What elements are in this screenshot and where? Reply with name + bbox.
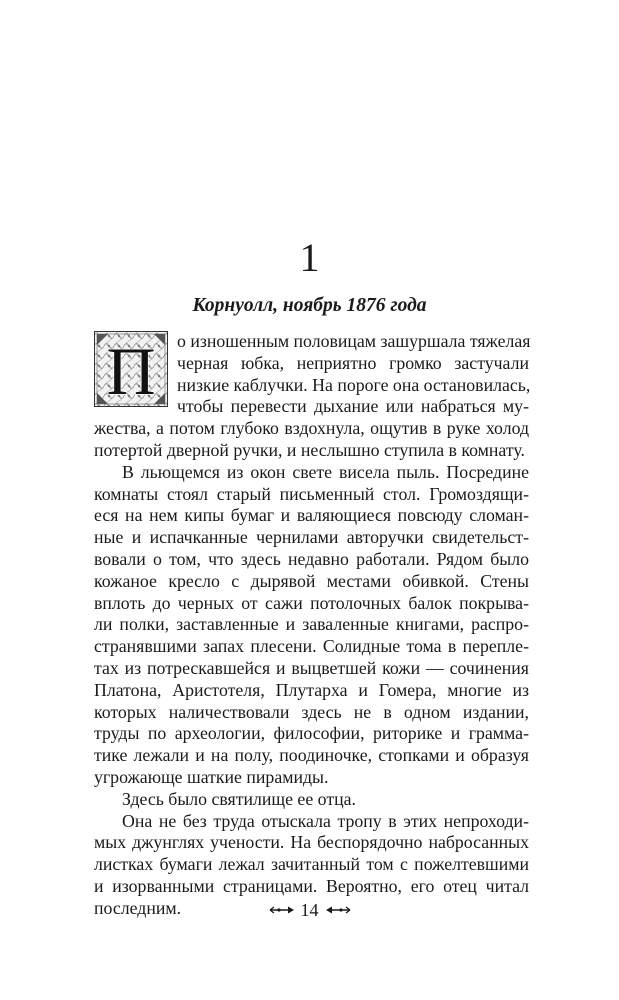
text-line: мых джунглях учености. На беспорядочно набросанных [94, 832, 529, 853]
paragraph-2 [94, 462, 529, 789]
text-line: тах из потрескавшейся и выцветшей кожи — сочинения [94, 657, 529, 678]
text-line: кожаное кресло с дырявой местами обивкой. Стены [94, 570, 529, 591]
text-line: которых наличествовали здесь не в одном издании, [94, 701, 529, 722]
text-line: потертой дверной ручки, и неслышно ступила в комнату. [94, 439, 525, 460]
text-line: листках бумаги лежал зачитанный том с пожелтевшими [94, 854, 529, 875]
text-line: черная юбка, неприятно громко застучали [177, 352, 529, 373]
text-line: ные и испачканные чернилами авторучки свидетельст- [94, 527, 529, 548]
text-line: ли полки, заставленные и заваленные книгами, распро- [94, 614, 529, 635]
text-line: еся на нем кипы бумаг и валяющиеся повсюду сломан- [94, 505, 529, 526]
page-folio [0, 898, 619, 921]
text-line: низкие каблучки. На пороге она остановилась, [177, 374, 531, 395]
text-line: комнаты стоял старый письменный стол. Громоздящи- [94, 483, 529, 504]
text-line: В льющемся из окон свете висела пыль. Посредине [122, 461, 529, 482]
text-line: Платона, Аристотеля, Плутарха и Гомера, многие из [94, 679, 529, 700]
right-ornament-icon [325, 905, 351, 915]
text-line: тике лежали и на полу, поодиночке, стопками и образуя [94, 745, 529, 766]
text-line: жества, а потом глубоко вздохнула, ощутив в руке холод [94, 418, 529, 439]
text-line: Здесь было святилище ее отца. [122, 788, 356, 809]
text-line: странявшими запах плесени. Солидные тома в переплe- [94, 636, 529, 657]
text-line: вплоть до черных от сажи потолочных балок покрыва- [94, 592, 529, 613]
left-ornament-icon [269, 905, 295, 915]
text-line: угрожающе шаткие пирамиды. [94, 766, 329, 787]
chapter-subtitle: Корнуолл, ноябрь 1876 года [192, 295, 427, 316]
chapter-number: 1 [299, 235, 320, 280]
text-line: и изорванными страницами. Вероятно, его отец читал [94, 875, 529, 896]
text-line: труды по археологии, философии, риторике и грамма- [94, 723, 529, 744]
paragraph-1 [94, 331, 529, 462]
text-line: последним. [94, 897, 182, 918]
text-line: чтобы перевести дыхание или набраться му- [177, 396, 529, 417]
drop-cap-letter: П [106, 333, 156, 407]
paragraph-3 [94, 789, 529, 811]
page-number: 14 [300, 900, 319, 920]
text-line: вовали о том, что здесь недавно работали. Рядом было [94, 548, 529, 569]
text-line: Она не без труда отыскала тропу в этих непроходи- [122, 810, 529, 831]
text-line: о изношенным половицам зашуршала тяжелая [177, 331, 531, 351]
body-text [94, 331, 529, 920]
